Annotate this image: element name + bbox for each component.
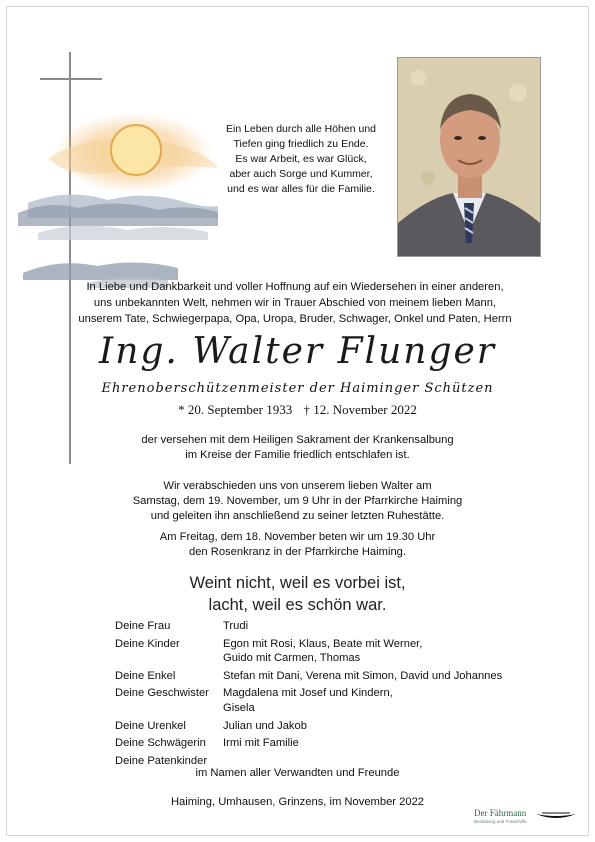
- family-relation: Deine Kinder: [115, 637, 180, 650]
- funeral-line: Samstag, dem 19. November, um 9 Uhr in der Pfarrkirche Haiming: [132, 495, 463, 507]
- honorary-title: Ehrenoberschützenmeister der Haiminger Schützen: [101, 381, 494, 396]
- rosary-text: [0, 530, 595, 560]
- cross-horizontal-beam: [40, 78, 102, 80]
- logo-name: Der Fährmann: [474, 808, 527, 818]
- family-relation: Deine Geschwister: [115, 687, 209, 700]
- funeral-text: [0, 479, 595, 524]
- family-relation: Deine Enkel: [115, 669, 176, 682]
- rosary-line: Am Freitag, dem 18. November beten wir um 19.30 Uhr: [159, 531, 436, 543]
- family-members: Magdalena mit Josef und Kindern, Gisela: [223, 687, 393, 714]
- death-date: † 12. November 2022: [303, 402, 417, 417]
- intro-line: unserem Tate, Schwiegerpapa, Opa, Uropa, Bruder, Schwager, Onkel und Paten, Herrn: [78, 313, 512, 325]
- life-dates: [0, 402, 595, 418]
- family-row: [115, 619, 555, 634]
- place-and-date: Haiming, Umhausen, Grinzens, im November 2022: [170, 796, 425, 808]
- intro-line: In Liebe und Dankbarkeit und voller Hoffnung auf ein Wiedersehen in einer anderen,: [86, 281, 504, 293]
- closing-text: im Namen aller Verwandten und Freunde: [195, 767, 400, 779]
- poem-line: Es war Arbeit, es war Glück,: [235, 153, 367, 165]
- boat-icon: [536, 810, 576, 822]
- memorial-quote: [0, 572, 595, 616]
- sacrament-line: der versehen mit dem Heiligen Sakrament der Krankensalbung: [141, 434, 454, 446]
- portrait-photo: [397, 57, 541, 257]
- family-row: [115, 669, 555, 684]
- quote-line: lacht, weil es schön war.: [208, 596, 387, 614]
- sacrament-text: [0, 433, 595, 463]
- intro-line: uns unbekannten Welt, nehmen wir in Trauer Abschied von meinem lieben Mann,: [93, 297, 497, 309]
- poem: [218, 122, 384, 197]
- rosary-line: den Rosenkranz in der Pfarrkirche Haiming.: [188, 546, 406, 558]
- sacrament-line: im Kreise der Familie friedlich entschlafen ist.: [185, 449, 410, 461]
- family-relation: Deine Urenkel: [115, 719, 186, 732]
- logo-tagline: Bestattung und Trauerhilfe: [474, 819, 527, 824]
- family-row: [115, 637, 555, 666]
- poem-line: Ein Leben durch alle Höhen und: [225, 123, 377, 135]
- quote-line: Weint nicht, weil es vorbei ist,: [189, 574, 406, 592]
- poem-line: aber auch Sorge und Kummer,: [229, 168, 373, 180]
- intro-text: [60, 279, 530, 327]
- deceased-name: Ing. Walter Flunger: [98, 331, 497, 372]
- funeral-line: und geleiten ihn anschließend zu seiner letzten Ruhestätte.: [150, 510, 445, 522]
- funeral-line: Wir verabschieden uns von unserem lieben Walter am: [163, 480, 432, 492]
- family-members: Julian und Jakob: [223, 719, 307, 732]
- family-members: Trudi: [223, 620, 249, 632]
- poem-line: Tiefen ging friedlich zu Ende.: [233, 138, 369, 150]
- funeral-home-logo: [474, 808, 584, 834]
- sunset-landscape-illustration: [18, 108, 223, 293]
- family-members: Egon mit Rosi, Klaus, Beate mit Werner, Guido mit Carmen, Thomas: [223, 637, 423, 665]
- family-row: [115, 686, 555, 715]
- family-row: [115, 719, 555, 734]
- family-row: [115, 736, 555, 751]
- family-relation: Deine Patenkinder: [115, 754, 208, 767]
- family-members: Stefan mit Dani, Verena mit Simon, David und Johannes: [223, 669, 503, 682]
- family-relation: Deine Frau: [115, 620, 171, 632]
- family-relation: Deine Schwägerin: [115, 737, 206, 750]
- family-members: Irmi mit Familie: [223, 737, 299, 750]
- family-list: [115, 619, 555, 771]
- birth-date: * 20. September 1933: [178, 402, 293, 417]
- poem-line: und es war alles für die Familie.: [227, 183, 375, 195]
